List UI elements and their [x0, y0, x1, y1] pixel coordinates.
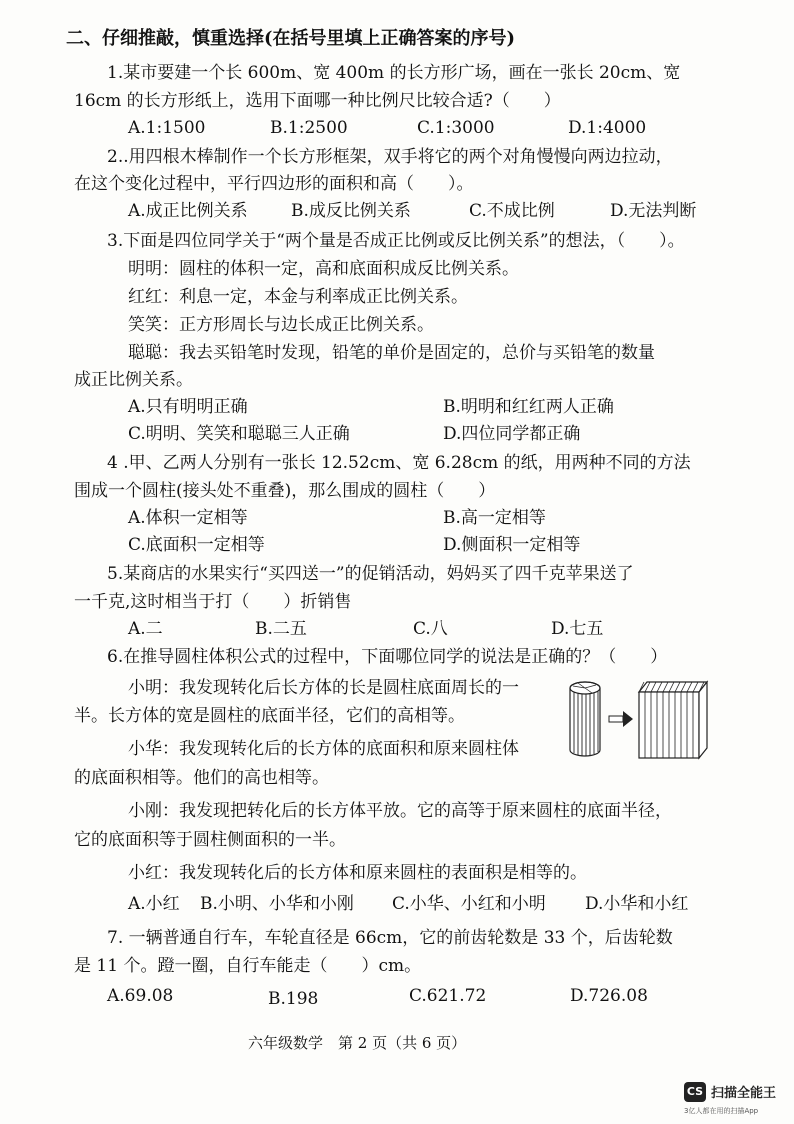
q3-option-c: C.明明、笑笑和聪聪三人正确 — [128, 424, 350, 444]
q4-option-c: C.底面积一定相等 — [128, 535, 265, 555]
q2-line1: 2..用四根木棒制作一个长方形框架，双手将它的两个对角慢慢向两边拉动， — [107, 147, 673, 167]
q4-option-d: D.侧面积一定相等 — [443, 535, 581, 555]
q3-statement-mingming: 明明：圆柱的体积一定，高和底面积成反比例关系。 — [128, 259, 519, 279]
q7-option-d: D.726.08 — [570, 986, 648, 1006]
q1-option-d: D.1:4000 — [568, 118, 647, 138]
q6-xiaohua-2: 的底面积相等。他们的高也相等。 — [74, 768, 329, 788]
q5-line2: 一千克,这时相当于打（ ）折销售 — [74, 592, 352, 612]
q6-xiaoming-2: 半。长方体的宽是圆柱的底面半径，它们的高相等。 — [74, 706, 465, 726]
q7-option-c: C.621.72 — [409, 986, 487, 1006]
q7-option-b: B.198 — [268, 989, 319, 1009]
q7-line2: 是 11 个。蹬一圈，自行车能走（ ）cm。 — [74, 956, 422, 976]
page-footer: 六年级数学 第 2 页（共 6 页） — [248, 1034, 467, 1052]
cylinder-to-cuboid-figure — [565, 678, 715, 760]
q6-option-c: C.小华、小红和小明 — [392, 894, 546, 914]
q7-option-a: A.69.08 — [107, 986, 174, 1006]
q6-line1: 6.在推导圆柱体积公式的过程中，下面哪位同学的说法是正确的？（ ） — [107, 647, 668, 667]
q7-line1: 7. 一辆普通自行车，车轮直径是 66cm，它的前齿轮数是 33 个，后齿轮数 — [107, 928, 673, 948]
q2-option-d: D.无法判断 — [610, 201, 697, 221]
camscanner-tagline: 3亿人都在用的扫描App — [684, 1107, 759, 1115]
q2-line2: 在这个变化过程中，平行四边形的面积和高（ ）。 — [74, 174, 474, 194]
q1-line1: 1.某市要建一个长 600m、宽 400m 的长方形广场，画在一张长 20cm、宽 — [107, 63, 681, 83]
q3-statement-honghong: 红红：利息一定，本金与利率成正比例关系。 — [128, 287, 468, 307]
q2-option-a: A.成正比例关系 — [128, 201, 248, 221]
camscanner-logo: CS — [684, 1082, 706, 1102]
q1-option-b: B.1:2500 — [270, 118, 348, 138]
q4-line1: 4 .甲、乙两人分别有一张长 12.52cm、宽 6.28cm 的纸，用两种不同的方法 — [107, 453, 691, 473]
q5-option-c: C.八 — [413, 619, 448, 639]
q6-xiaohong: 小红：我发现转化后的长方体和原来圆柱的表面积是相等的。 — [128, 863, 587, 883]
q5-option-d: D.七五 — [551, 619, 604, 639]
q3-option-b: B.明明和红红两人正确 — [443, 397, 614, 417]
q4-option-b: B.高一定相等 — [443, 508, 546, 528]
q1-option-c: C.1:3000 — [417, 118, 495, 138]
cylinder-shape — [570, 682, 600, 756]
camscanner-name: 扫描全能王 — [711, 1086, 777, 1101]
q1-option-a: A.1:1500 — [128, 118, 206, 138]
q6-option-b: B.小明、小华和小刚 — [200, 894, 354, 914]
q2-option-c: C.不成比例 — [469, 201, 555, 221]
q5-option-b: B.二五 — [255, 619, 307, 639]
q6-option-d: D.小华和小红 — [585, 894, 689, 914]
q4-line2: 围成一个圆柱(接头处不重叠)，那么围成的圆柱（ ） — [74, 481, 496, 501]
q3-line1: 3.下面是四位同学关于“两个量是否成正比例或反比例关系”的想法，（ ）。 — [107, 231, 685, 251]
q5-line1: 5.某商店的水果实行“买四送一”的促销活动，妈妈买了四千克苹果送了 — [107, 564, 634, 584]
q5-option-a: A.二 — [128, 619, 163, 639]
q3-option-d: D.四位同学都正确 — [443, 424, 581, 444]
q3-option-a: A.只有明明正确 — [128, 397, 248, 417]
q2-option-b: B.成反比例关系 — [291, 201, 411, 221]
q3-statement-congcong: 聪聪：我去买铅笔时发现，铅笔的单价是固定的，总价与买铅笔的数量 — [128, 343, 655, 363]
q3-statement-xiaoxiao: 笑笑：正方形周长与边长成正比例关系。 — [128, 315, 434, 335]
arrow-right-icon — [609, 711, 633, 727]
q6-xiaogang-1: 小刚：我发现把转化后的长方体平放。它的高等于原来圆柱的底面半径， — [128, 801, 672, 821]
q4-option-a: A.体积一定相等 — [128, 508, 248, 528]
cuboid-shape — [639, 682, 707, 758]
q6-xiaoming-1: 小明：我发现转化后长方体的长是圆柱底面周长的一 — [128, 678, 519, 698]
q1-line2: 16cm 的长方形纸上，选用下面哪一种比例尺比较合适?（ ） — [74, 91, 561, 111]
section-title: 二、仔细推敲，慎重选择(在括号里填上正确答案的序号) — [66, 28, 516, 49]
q6-option-a: A.小红 — [128, 894, 180, 914]
q6-xiaohua-1: 小华：我发现转化后的长方体的底面积和原来圆柱体 — [128, 739, 519, 759]
q6-xiaogang-2: 它的底面积等于圆柱侧面积的一半。 — [74, 830, 346, 850]
q3-statement-congcong-cont: 成正比例关系。 — [74, 370, 193, 390]
